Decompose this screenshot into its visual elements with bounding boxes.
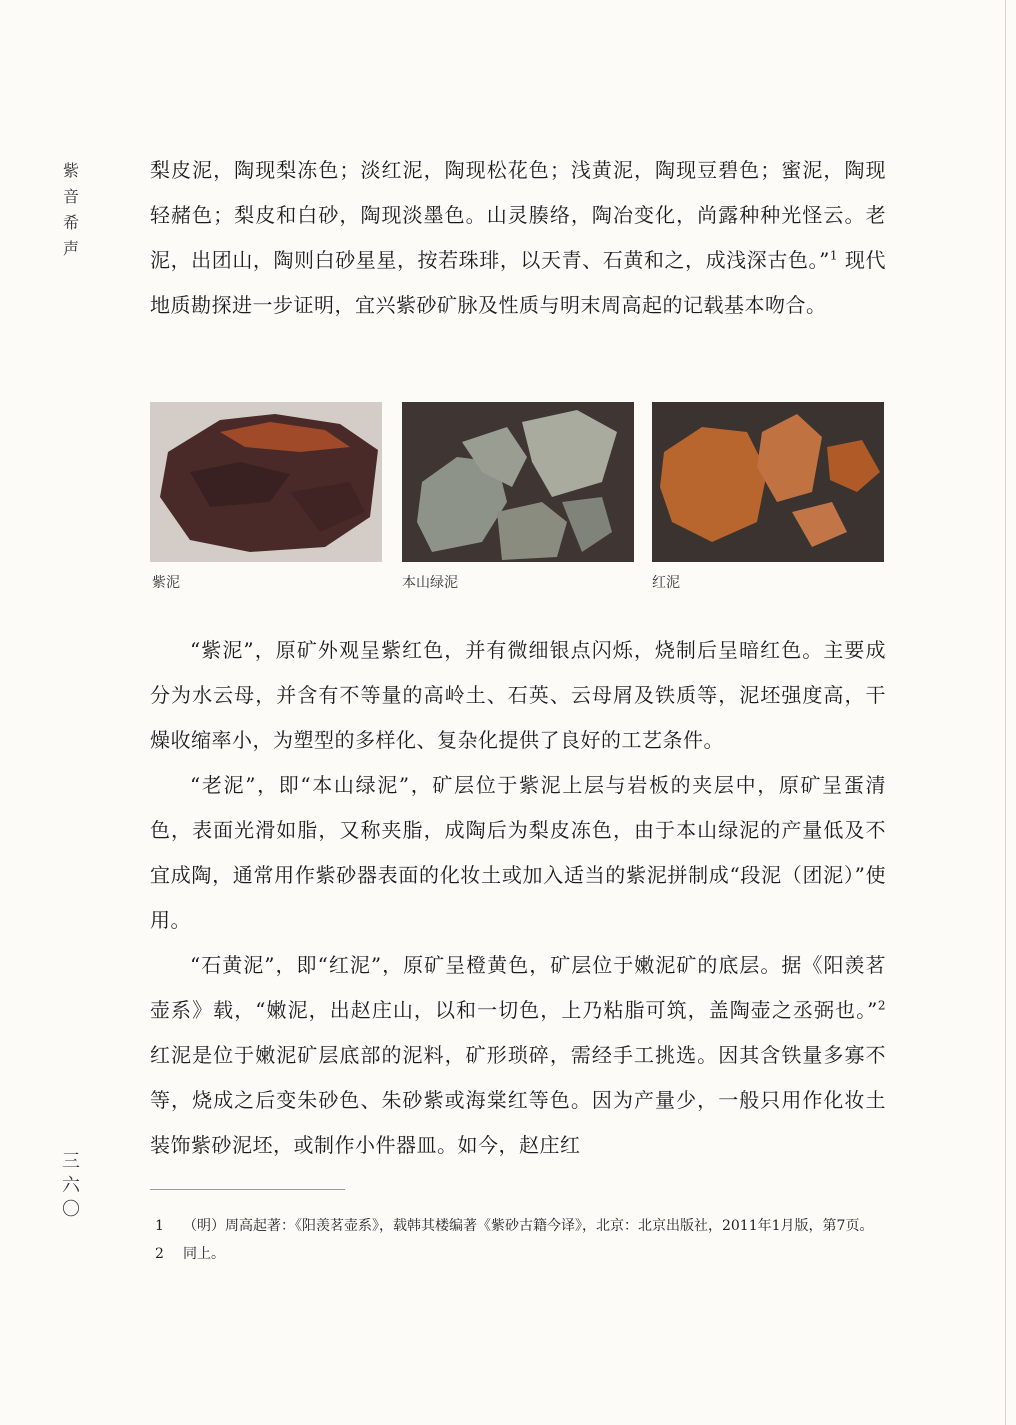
main-text — [150, 628, 886, 1168]
running-title-char: 紫 — [62, 161, 79, 180]
footnote — [150, 1212, 886, 1240]
running-title — [60, 158, 82, 262]
paragraph — [150, 148, 886, 328]
page-number-char: 〇 — [62, 1199, 80, 1220]
purple-clay-photo — [150, 402, 382, 562]
running-title-char: 音 — [62, 187, 79, 206]
footnote-ref[interactable]: 2 — [877, 998, 886, 1013]
footnote-number: 2 — [155, 1246, 164, 1262]
top-paragraph — [150, 148, 886, 328]
footnote-divider — [150, 1189, 345, 1190]
paragraph-text: 红泥是位于嫩泥矿层底部的泥料，矿形琐碎，需经手工挑选。因其含铁量多寡不等，烧成之后变朱砂色、朱砂紫或海棠红等色。因为产量少，一般只用作化妆土装饰紫砂泥坯，或制作小件器皿。如今，赵庄红 — [150, 1043, 886, 1157]
page-number-char: 三 — [62, 1151, 80, 1172]
paragraph: “老泥”，即“本山绿泥”，矿层位于紫泥上层与岩板的夹层中，原矿呈蛋清色，表面光滑如脂，又称夹脂，成陶后为梨皮冻色，由于本山绿泥的产量低及不宜成陶，通常用作紫砂器表面的化妆土或加入适当的紫泥拼制成“段泥（团泥）”使用。 — [150, 773, 886, 932]
photo-caption: 紫泥 — [152, 575, 180, 591]
footnote-text: 同上。 — [183, 1246, 225, 1262]
paragraph-text: 现代地质勘探进一步证明，宜兴紫砂矿脉及性质与明末周高起的记载基本吻合。 — [150, 248, 887, 317]
running-title-char: 希 — [62, 213, 79, 232]
paragraph-text: 梨皮泥，陶现梨冻色；淡红泥，陶现松花色；浅黄泥，陶现豆碧色；蜜泥，陶现轻赭色；梨皮和白砂，陶现淡墨色。山灵腠络，陶冶变化，尚露种种光怪云。老泥，出团山，陶则白砂星星，按若珠琲，以天青、石黄和之，成浅深古色。” — [150, 158, 886, 272]
green-clay-photo — [402, 402, 634, 562]
running-title-char: 声 — [62, 239, 79, 258]
photo-caption: 红泥 — [652, 575, 680, 591]
page-number — [60, 1150, 82, 1222]
paragraph-text: “石黄泥”，即“红泥”，原矿呈橙黄色，矿层位于嫩泥矿的底层。据《阳羡茗壶系》载，“嫩泥，出赵庄山，以和一切色，上乃粘脂可筑，盖陶壶之丞弼也。” — [150, 953, 886, 1022]
photo-caption: 本山绿泥 — [402, 575, 458, 591]
footnotes — [150, 1212, 886, 1268]
paragraph — [150, 943, 886, 1168]
clay-photo-row — [150, 402, 886, 602]
page-number-char: 六 — [62, 1175, 80, 1196]
footnote — [150, 1240, 886, 1268]
page-edge-line — [1005, 0, 1006, 1425]
footnote-ref[interactable]: 1 — [829, 248, 838, 263]
footnote-text: （明）周高起著：《阳羡茗壶系》，载韩其楼编著《紫砂古籍今译》，北京：北京出版社，2011年1月版，第7页。 — [183, 1218, 874, 1234]
red-clay-photo — [652, 402, 884, 562]
footnote-number: 1 — [155, 1218, 164, 1234]
paragraph: “紫泥”，原矿外观呈紫红色，并有微细银点闪烁，烧制后呈暗红色。主要成分为水云母，并含有不等量的高岭土、石英、云母屑及铁质等，泥坯强度高，干燥收缩率小，为塑型的多样化、复杂化提供了良好的工艺条件。 — [150, 638, 886, 752]
